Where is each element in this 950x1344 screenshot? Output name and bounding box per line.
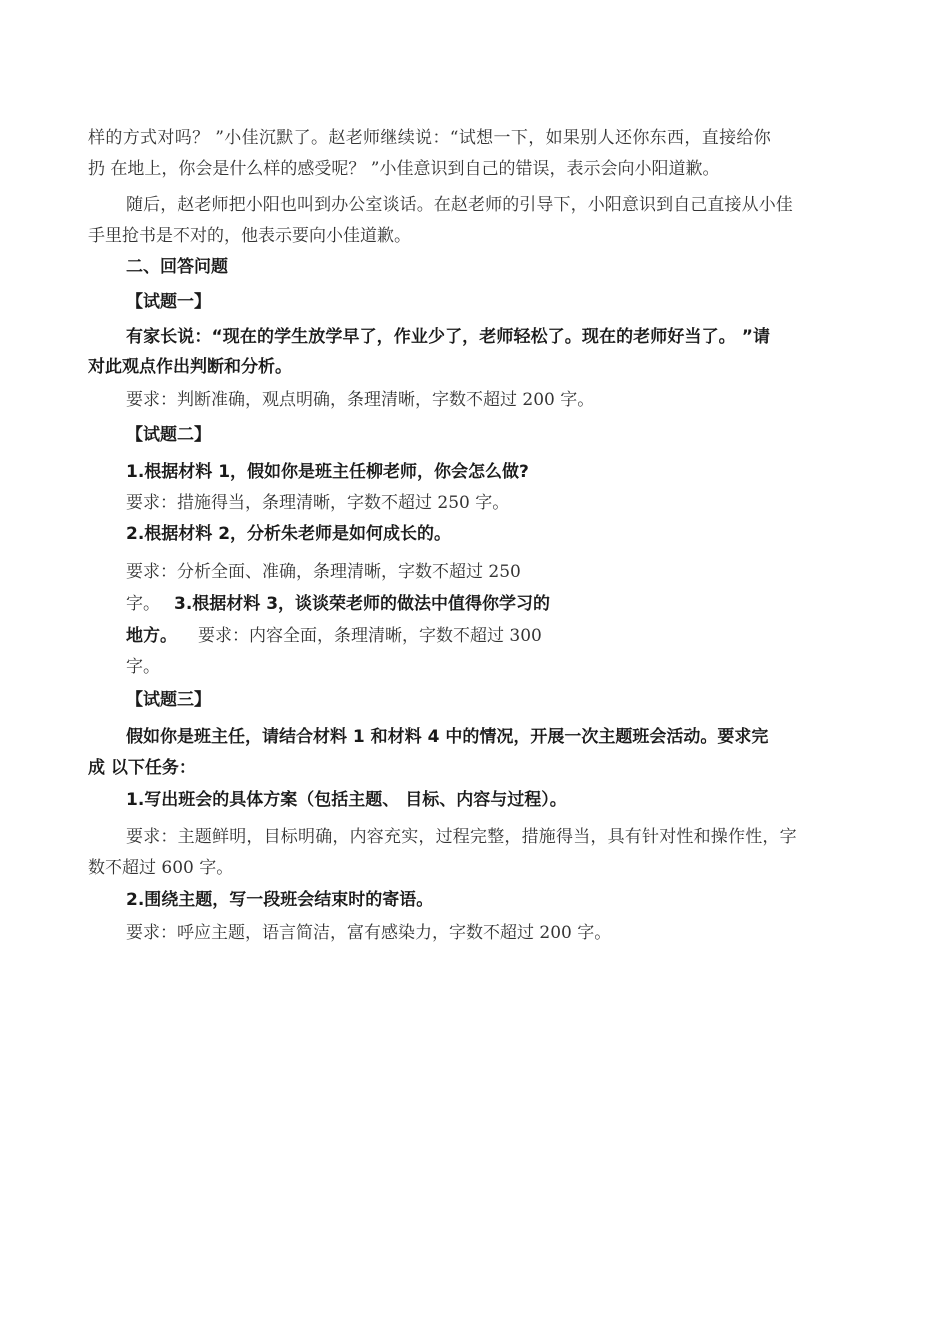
question-one-requirement: 要求：判断准确，观点明确，条理清晰，字数不超过 200 字。 (126, 390, 595, 410)
section-heading-answer-questions: 二、回答问题 (126, 257, 228, 277)
question-one-prompt-line-2: 对此观点作出判断和分析。 (88, 357, 292, 377)
question-one-label: 【试题一】 (126, 292, 211, 312)
question-three-task-1: 1.写出班会的具体方案（包括主题、 目标、内容与过程）。 (126, 790, 567, 810)
question-two-item-3-part-1: 3.根据材料 3，谈谈荣老师的做法中值得你学习的 (174, 594, 551, 614)
question-three-task-2: 2.围绕主题，写一段班会结束时的寄语。 (126, 890, 434, 910)
question-three-prompt-line-2: 成 以下任务： (88, 758, 196, 778)
question-two-item-2-requirement-end: 字。 (126, 594, 160, 614)
question-two-item-3-requirement: 要求：内容全面，条理清晰，字数不超过 300 (198, 626, 542, 646)
question-three-label: 【试题三】 (126, 690, 211, 710)
story-line-2: 扔 在地上，你会是什么样的感受呢？ ”小佳意识到自己的错误，表示会向小阳道歉。 (88, 159, 720, 179)
question-two-item-3-requirement-end: 字。 (126, 657, 160, 677)
story-line-1: 样的方式对吗？ ”小佳沉默了。赵老师继续说：“试想一下，如果别人还你东西，直接给你 (88, 128, 772, 148)
question-three-task-1-requirement-line-1: 要求：主题鲜明，目标明确，内容充实，过程完整，措施得当，具有针对性和操作性，字 (126, 827, 797, 847)
question-one-prompt-line-1: 有家长说：“现在的学生放学早了，作业少了，老师轻松了。现在的老师好当了。 ”请 (126, 327, 771, 347)
question-two-item-2: 2.根据材料 2，分析朱老师是如何成长的。 (126, 524, 452, 544)
question-two-label: 【试题二】 (126, 425, 211, 445)
question-two-item-1: 1.根据材料 1，假如你是班主任柳老师，你会怎么做? (126, 462, 529, 482)
question-two-item-1-requirement: 要求：措施得当，条理清晰，字数不超过 250 字。 (126, 493, 510, 513)
story-line-4: 手里抢书是不对的，他表示要向小佳道歉。 (88, 226, 411, 246)
question-three-task-2-requirement: 要求：呼应主题，语言简洁，富有感染力，字数不超过 200 字。 (126, 923, 612, 943)
story-line-3: 随后，赵老师把小阳也叫到办公室谈话。在赵老师的引导下，小阳意识到自己直接从小佳 (126, 195, 793, 215)
question-three-task-1-requirement-line-2: 数不超过 600 字。 (88, 858, 234, 878)
question-three-prompt-line-1: 假如你是班主任，请结合材料 1 和材料 4 中的情况，开展一次主题班会活动。要求完 (126, 727, 769, 747)
question-two-item-3-part-2: 地方。 (126, 626, 177, 646)
question-two-item-2-requirement: 要求：分析全面、准确，条理清晰，字数不超过 250 (126, 562, 521, 582)
